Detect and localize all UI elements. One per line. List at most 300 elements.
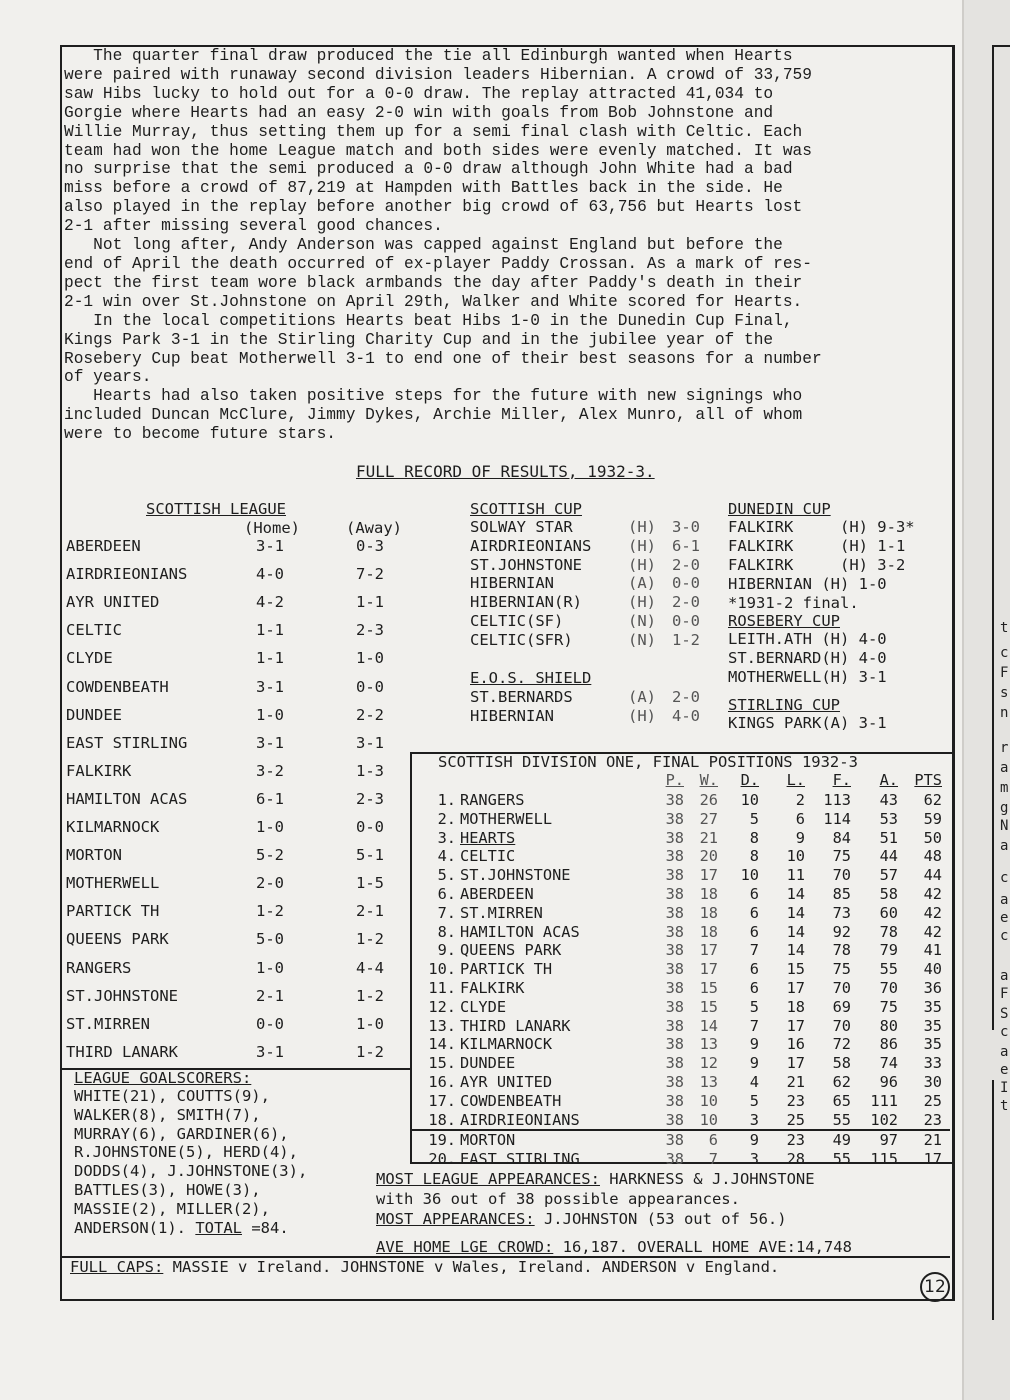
standings-d: 9 bbox=[749, 1035, 759, 1054]
standings-l: 23 bbox=[786, 1131, 805, 1150]
standings-p: 38 bbox=[665, 922, 684, 941]
league-team: QUEENS PARK bbox=[66, 930, 169, 949]
standings-l: 28 bbox=[786, 1150, 805, 1169]
standings-w: 6 bbox=[708, 1131, 718, 1150]
standings-team: CLYDE bbox=[460, 997, 507, 1016]
standings-team: QUEENS PARK bbox=[460, 941, 562, 960]
adjacent-page-letter: F bbox=[1000, 986, 1009, 1002]
scorers-total-value: =84. bbox=[242, 1218, 289, 1237]
col-header: W. bbox=[699, 771, 718, 789]
standings-pos: 1. bbox=[437, 791, 456, 809]
standings-row bbox=[420, 998, 950, 1017]
standings-pos: 14. bbox=[428, 1035, 456, 1054]
standings-pos: 15. bbox=[428, 1054, 456, 1073]
standings-f: 58 bbox=[832, 1054, 851, 1073]
standings-team: AYR UNITED bbox=[460, 1073, 553, 1091]
league-home-score: 5-0 bbox=[256, 930, 284, 949]
league-away-score: 5-1 bbox=[356, 846, 384, 865]
scottish_cup-team: HIBERNIAN bbox=[470, 574, 554, 593]
scottish_cup-team: SOLWAY STAR bbox=[470, 518, 573, 536]
standings-a: 44 bbox=[879, 847, 898, 866]
standings-w: 26 bbox=[699, 791, 718, 809]
league-team: AIRDRIEONIANS bbox=[66, 565, 188, 584]
standings-p: 38 bbox=[665, 1131, 684, 1150]
standings-team: EAST STIRLING bbox=[460, 1150, 580, 1169]
dunedin_cup-row: HIBERNIAN (H) 1-0 bbox=[728, 575, 887, 593]
scottish-cup-title: SCOTTISH CUP bbox=[470, 500, 582, 518]
standings-l: 2 bbox=[795, 791, 805, 809]
standings-title: SCOTTISH DIVISION ONE, FINAL POSITIONS 1932-3 bbox=[438, 753, 858, 771]
standings-pts: 35 bbox=[923, 1016, 942, 1035]
standings-p: 38 bbox=[665, 885, 684, 903]
standings-w: 17 bbox=[699, 866, 718, 885]
standings-team: ST.JOHNSTONE bbox=[460, 866, 571, 885]
standings-a: 60 bbox=[879, 903, 898, 922]
standings-l: 14 bbox=[786, 941, 805, 960]
narrative-line: 2-1 after missing several good chances. bbox=[64, 217, 443, 236]
scottish_cup-score: 2-0 bbox=[672, 593, 700, 612]
standings-p: 38 bbox=[665, 997, 684, 1016]
adjacent-page-letter: c bbox=[1000, 1024, 1009, 1040]
scottish_cup-score: 6-1 bbox=[672, 536, 700, 555]
adjacent-page-letter: g bbox=[1000, 800, 1009, 816]
rosebery-cup-title: ROSEBERY CUP bbox=[728, 612, 840, 630]
standings-p: 38 bbox=[665, 1016, 684, 1035]
most-league-appearances bbox=[376, 1170, 815, 1188]
league-away-score: 1-0 bbox=[356, 1014, 384, 1033]
league-team: KILMARNOCK bbox=[66, 818, 160, 836]
narrative-line: In the local competitions Hearts beat Hibs 1-0 in the Dunedin Cup Final, bbox=[64, 311, 793, 330]
league-row bbox=[66, 987, 396, 1009]
standings-p: 38 bbox=[665, 941, 684, 960]
rosebery_cup-row: ST.BERNARD(H) 4-0 bbox=[728, 649, 887, 667]
narrative-text bbox=[64, 47, 944, 444]
rosebery_cup-row: LEITH.ATH (H) 4-0 bbox=[728, 630, 887, 648]
standings-row bbox=[420, 791, 950, 810]
scorer-line bbox=[74, 1162, 307, 1180]
standings-d: 6 bbox=[749, 960, 759, 979]
dunedin_cup-row: FALKIRK (H) 9-3* bbox=[728, 518, 915, 536]
narrative-line: were to become future stars. bbox=[64, 425, 336, 444]
league-row bbox=[66, 621, 396, 643]
adjacent-page-letter: c bbox=[1000, 645, 1009, 661]
league-row bbox=[66, 790, 396, 812]
standings-p: 38 bbox=[665, 1091, 684, 1110]
narrative-line: also played in the replay before another big crowd of 63,756 but Hearts lost bbox=[64, 198, 803, 217]
standings-d: 8 bbox=[749, 828, 759, 847]
col-header: L. bbox=[786, 771, 805, 789]
adjacent-page-letter: e bbox=[1000, 910, 1009, 926]
league-row bbox=[66, 1015, 396, 1037]
narrative-line: Rosebery Cup beat Motherwell 3-1 to end one of their best seasons for a number bbox=[64, 349, 822, 368]
standings-pts: 42 bbox=[923, 903, 942, 922]
standings-d: 5 bbox=[749, 997, 759, 1016]
scorer-text: MURRAY(6), GARDINER(6), bbox=[74, 1124, 289, 1143]
standings-a: 102 bbox=[870, 1110, 898, 1129]
league-away-score: 1-0 bbox=[356, 649, 384, 668]
standings-a: 96 bbox=[879, 1073, 898, 1091]
league-away-score: 1-2 bbox=[356, 930, 384, 949]
narrative-line: Willie Murray, thus setting them up for a semi final clash with Celtic. Each bbox=[64, 122, 803, 141]
eos_shield-score: 4-0 bbox=[672, 706, 700, 725]
league-home-score: 1-2 bbox=[256, 902, 284, 921]
standings-row bbox=[420, 829, 950, 848]
standings-pos: 9. bbox=[437, 941, 456, 960]
standings-d: 3 bbox=[749, 1110, 759, 1129]
standings-l: 21 bbox=[786, 1073, 805, 1091]
standings-f: 70 bbox=[832, 866, 851, 885]
standings-pos: 19. bbox=[428, 1131, 456, 1150]
scottish_cup-venue: (H) bbox=[628, 518, 656, 536]
league-row bbox=[66, 930, 396, 952]
standings-f: 75 bbox=[832, 960, 851, 979]
col-header: P. bbox=[665, 771, 684, 789]
narrative-line: were paired with runaway second division leaders Hibernian. A crowd of 33,759 bbox=[64, 65, 812, 84]
league-home-score: 1-1 bbox=[256, 649, 284, 668]
dunedin_cup-row: FALKIRK (H) 3-2 bbox=[728, 556, 906, 574]
standings-a: 115 bbox=[870, 1150, 898, 1169]
standings-team: HEARTS bbox=[460, 828, 516, 847]
league-team: MORTON bbox=[66, 846, 122, 865]
standings-a: 58 bbox=[879, 885, 898, 903]
adjacent-page-letter: a bbox=[1000, 838, 1009, 854]
standings-pts: 41 bbox=[923, 941, 942, 960]
standings-row bbox=[420, 866, 950, 885]
standings-l: 23 bbox=[786, 1091, 805, 1110]
league-team: CELTIC bbox=[66, 621, 122, 640]
narrative-line: Gorgie where Hearts had an easy 2-0 win with goals from Bob Johnstone and bbox=[64, 103, 774, 122]
scottish_cup-score: 2-0 bbox=[672, 555, 700, 574]
rosebery_cup-row: MOTHERWELL(H) 3-1 bbox=[728, 668, 887, 686]
narrative-line: Kings Park 3-1 in the Stirling Charity Cup and in the jubilee year of the bbox=[64, 330, 774, 349]
standings-f: 69 bbox=[832, 997, 851, 1016]
league-row bbox=[66, 818, 396, 840]
adjacent-page-letter: F bbox=[1000, 665, 1009, 681]
league-away-score: 1-2 bbox=[356, 1042, 384, 1061]
crowd-value: 16,187. OVERALL HOME AVE:14,748 bbox=[553, 1238, 852, 1256]
standings-pos: 4. bbox=[437, 847, 456, 866]
scorers-vertical-rule bbox=[410, 1068, 412, 1160]
standings-pts: 40 bbox=[923, 960, 942, 979]
most-appearances-label: MOST APPEARANCES: bbox=[376, 1210, 535, 1228]
standings-row bbox=[420, 1035, 950, 1054]
eos_shield-venue: (H) bbox=[628, 706, 656, 725]
league-home-score: 2-1 bbox=[256, 986, 284, 1005]
league-away-score: 1-5 bbox=[356, 874, 384, 893]
league-away-score: 3-1 bbox=[356, 733, 384, 752]
dunedin_cup-row: FALKIRK (H) 1-1 bbox=[728, 537, 906, 555]
scottish_cup-venue: (H) bbox=[628, 536, 656, 555]
standings-f: 70 bbox=[832, 979, 851, 997]
standings-l: 11 bbox=[786, 866, 805, 885]
standings-w: 20 bbox=[699, 847, 718, 866]
standings-pts: 44 bbox=[923, 866, 942, 885]
adjacent-page-letter: a bbox=[1000, 968, 1009, 984]
standings-d: 6 bbox=[749, 979, 759, 997]
standings-row bbox=[420, 941, 950, 960]
standings-f: 85 bbox=[832, 885, 851, 903]
crowd-label: AVE HOME LGE CROWD: bbox=[376, 1238, 554, 1256]
dunedin_cup-row: *1931-2 final. bbox=[728, 594, 859, 612]
standings-team: DUNDEE bbox=[460, 1054, 516, 1073]
scorer-line bbox=[74, 1087, 270, 1105]
standings-row bbox=[420, 1111, 950, 1130]
standings-pts: 35 bbox=[923, 1035, 942, 1054]
standings-team: MORTON bbox=[460, 1131, 516, 1150]
standings-row bbox=[420, 885, 950, 904]
standings-p: 38 bbox=[665, 866, 684, 885]
standings-p: 38 bbox=[665, 903, 684, 922]
standings-w: 14 bbox=[699, 1016, 718, 1035]
standings-p: 38 bbox=[665, 1150, 684, 1169]
league-home-score: 1-0 bbox=[256, 705, 284, 724]
standings-pos: 18. bbox=[428, 1110, 456, 1129]
standings-pos: 17. bbox=[428, 1091, 456, 1110]
eos_shield-team: ST.BERNARDS bbox=[470, 688, 573, 706]
standings-p: 38 bbox=[665, 828, 684, 847]
standings-d: 6 bbox=[749, 903, 759, 922]
standings-row bbox=[420, 1017, 950, 1036]
scorer-text: ANDERSON(1). bbox=[74, 1218, 196, 1237]
standings-pos: 6. bbox=[437, 885, 456, 903]
standings-team: PARTICK TH bbox=[460, 960, 553, 979]
standings-team: THIRD LANARK bbox=[460, 1016, 571, 1035]
standings-f: 73 bbox=[832, 903, 851, 922]
col-header: A. bbox=[879, 771, 898, 789]
scorer-text: MASSIE(2), MILLER(2), bbox=[74, 1199, 270, 1218]
standings-row bbox=[420, 1150, 950, 1169]
league-home-score: 2-0 bbox=[256, 874, 284, 893]
standings-a: 70 bbox=[879, 979, 898, 997]
col-header: D. bbox=[740, 771, 759, 789]
standings-team: RANGERS bbox=[460, 791, 525, 809]
scorer-line bbox=[74, 1219, 289, 1237]
standings-p: 38 bbox=[665, 847, 684, 866]
standings-d: 10 bbox=[740, 866, 759, 885]
scorer-text: WHITE(21), COUTTS(9), bbox=[74, 1087, 270, 1105]
standings-pos: 8. bbox=[437, 922, 456, 941]
league-home-score: 6-1 bbox=[256, 789, 284, 808]
scottish_cup-team: AIRDRIEONIANS bbox=[470, 536, 592, 555]
col-header: PTS bbox=[914, 771, 942, 789]
adjacent-page-letter: N bbox=[1000, 818, 1009, 834]
league-team: DUNDEE bbox=[66, 705, 122, 724]
standings-f: 70 bbox=[832, 1016, 851, 1035]
standings-header bbox=[420, 771, 950, 790]
narrative-line: The quarter final draw produced the tie all Edinburgh wanted when Hearts bbox=[64, 47, 793, 65]
scottish_cup-score: 0-0 bbox=[672, 612, 700, 630]
standings-p: 38 bbox=[665, 1073, 684, 1091]
standings-d: 6 bbox=[749, 885, 759, 903]
standings-row bbox=[420, 1092, 950, 1111]
scottish_cup-venue: (N) bbox=[628, 630, 656, 649]
standings-pts: 48 bbox=[923, 847, 942, 866]
adjacent-page-rule bbox=[994, 45, 1010, 47]
standings-p: 38 bbox=[665, 960, 684, 979]
eos_shield-team: HIBERNIAN bbox=[470, 706, 554, 725]
league-home-score: 1-0 bbox=[256, 958, 284, 977]
adjacent-page-letter: t bbox=[1000, 620, 1009, 636]
standings-l: 25 bbox=[786, 1110, 805, 1129]
narrative-line: included Duncan McClure, Jimmy Dykes, Archie Miller, Alex Munro, all of whom bbox=[64, 406, 803, 425]
standings-w: 27 bbox=[699, 809, 718, 828]
adjacent-page-letter: r bbox=[1000, 740, 1009, 756]
standings-team: CELTIC bbox=[460, 847, 516, 866]
adjacent-page-letter: e bbox=[1000, 1062, 1009, 1078]
standings-pts: 42 bbox=[923, 922, 942, 941]
league-team: CLYDE bbox=[66, 649, 113, 668]
league-row bbox=[66, 593, 396, 615]
standings-f: 62 bbox=[832, 1073, 851, 1091]
standings-w: 21 bbox=[699, 828, 718, 847]
league-row bbox=[66, 706, 396, 728]
adjacent-page-letter: a bbox=[1000, 760, 1009, 776]
standings-a: 74 bbox=[879, 1054, 898, 1073]
standings-a: 53 bbox=[879, 809, 898, 828]
standings-row bbox=[420, 1054, 950, 1073]
standings-w: 12 bbox=[699, 1054, 718, 1073]
adjacent-page-rule bbox=[992, 45, 994, 1030]
standings-a: 55 bbox=[879, 960, 898, 979]
standings-pos: 10. bbox=[428, 960, 456, 979]
standings-l: 10 bbox=[786, 847, 805, 866]
standings-f: 78 bbox=[832, 941, 851, 960]
standings-w: 18 bbox=[699, 922, 718, 941]
standings-d: 9 bbox=[749, 1131, 759, 1150]
adjacent-page-letter: a bbox=[1000, 892, 1009, 908]
standings-d: 10 bbox=[740, 791, 759, 809]
eos_shield-venue: (A) bbox=[628, 688, 656, 706]
standings-a: 97 bbox=[879, 1131, 898, 1150]
narrative-line: pect the first team wore black armbands the day after Paddy's death in their bbox=[64, 273, 803, 292]
scorers-title: LEAGUE GOALSCORERS: bbox=[74, 1069, 252, 1087]
standings-pos: 12. bbox=[428, 997, 456, 1016]
league-row bbox=[66, 734, 396, 756]
standings-d: 8 bbox=[749, 847, 759, 866]
standings-w: 18 bbox=[699, 903, 718, 922]
standings-pts: 17 bbox=[923, 1150, 942, 1169]
standings-d: 5 bbox=[749, 809, 759, 828]
adjacent-page-letter: m bbox=[1000, 780, 1009, 796]
most-league-value: HARKNESS & J.JOHNSTONE bbox=[599, 1170, 815, 1188]
standings-w: 7 bbox=[708, 1150, 718, 1169]
standings-p: 38 bbox=[665, 809, 684, 828]
standings-l: 17 bbox=[786, 1054, 805, 1073]
narrative-line: end of April the death occurred of ex-player Paddy Crossan. As a mark of res- bbox=[64, 254, 812, 273]
adjacent-page-letter: I bbox=[1000, 1080, 1009, 1096]
standings-d: 6 bbox=[749, 922, 759, 941]
standings-a: 43 bbox=[879, 791, 898, 809]
league-team: PARTICK TH bbox=[66, 902, 160, 921]
league-home-score: 1-1 bbox=[256, 621, 284, 640]
standings-pos: 7. bbox=[437, 903, 456, 922]
scottish_cup-team: CELTIC(SF) bbox=[470, 612, 564, 630]
scorer-text: R.JOHNSTONE(5), HERD(4), bbox=[74, 1143, 298, 1162]
standings-f: 72 bbox=[832, 1035, 851, 1054]
standings-pos: 13. bbox=[428, 1016, 456, 1035]
standings-l: 18 bbox=[786, 997, 805, 1016]
standings-pts: 36 bbox=[923, 979, 942, 997]
most-appearances-value: J.JOHNSTON (53 out of 56.) bbox=[534, 1210, 787, 1228]
standings-w: 10 bbox=[699, 1091, 718, 1110]
league-home-score: 3-2 bbox=[256, 761, 284, 780]
narrative-line: of years. bbox=[64, 368, 152, 387]
standings-team: FALKIRK bbox=[460, 979, 525, 997]
narrative-line: miss before a crowd of 87,219 at Hampden with Battles back in the side. He bbox=[64, 179, 783, 198]
standings-l: 14 bbox=[786, 922, 805, 941]
narrative-line: 2-1 win over St.Johnstone on April 29th, Walker and White scored for Hearts. bbox=[64, 292, 803, 311]
standings-l: 9 bbox=[795, 828, 805, 847]
standings-d: 5 bbox=[749, 1091, 759, 1110]
standings-p: 38 bbox=[665, 1110, 684, 1129]
league-row bbox=[66, 874, 396, 896]
standings-w: 17 bbox=[699, 960, 718, 979]
narrative-line: Not long after, Andy Anderson was capped against England but before the bbox=[64, 236, 783, 255]
standings-f: 65 bbox=[832, 1091, 851, 1110]
page-number: 12 bbox=[920, 1272, 950, 1302]
league-row bbox=[66, 902, 396, 924]
league-away-score: 0-3 bbox=[356, 537, 384, 555]
league-team: ST.MIRREN bbox=[66, 1014, 150, 1033]
adjacent-page-letter: c bbox=[1000, 928, 1009, 944]
scorer-text: WALKER(8), SMITH(7), bbox=[74, 1105, 261, 1124]
home-header: (Home) bbox=[244, 519, 300, 537]
stirling-cup-title: STIRLING CUP bbox=[728, 696, 840, 714]
standings-pts: 62 bbox=[923, 791, 942, 809]
league-row bbox=[66, 846, 396, 868]
league-home-score: 5-2 bbox=[256, 846, 284, 865]
league-team: EAST STIRLING bbox=[66, 733, 188, 752]
standings-pts: 25 bbox=[923, 1091, 942, 1110]
full-caps bbox=[70, 1258, 779, 1276]
standings-l: 15 bbox=[786, 960, 805, 979]
league-team: MOTHERWELL bbox=[66, 874, 160, 893]
standings-pos: 16. bbox=[428, 1073, 456, 1091]
league-away-score: 0-0 bbox=[356, 677, 384, 696]
caps-label: FULL CAPS: bbox=[70, 1258, 164, 1276]
standings-d: 7 bbox=[749, 1016, 759, 1035]
standings-f: 114 bbox=[823, 809, 851, 828]
standings-team: HAMILTON ACAS bbox=[460, 922, 580, 941]
standings-d: 9 bbox=[749, 1054, 759, 1073]
league-team: FALKIRK bbox=[66, 761, 132, 780]
standings-row bbox=[420, 979, 950, 998]
col-header: F. bbox=[832, 771, 851, 789]
standings-a: 86 bbox=[879, 1035, 898, 1054]
average-crowd bbox=[376, 1238, 852, 1256]
standings-row bbox=[420, 960, 950, 979]
standings-f: 55 bbox=[832, 1110, 851, 1129]
scottish_cup-score: 1-2 bbox=[672, 630, 700, 649]
standings-d: 4 bbox=[749, 1073, 759, 1091]
standings-d: 7 bbox=[749, 941, 759, 960]
league-home-score: 0-0 bbox=[256, 1014, 284, 1033]
standings-a: 78 bbox=[879, 922, 898, 941]
standings-a: 57 bbox=[879, 866, 898, 885]
stirling_cup-row: KINGS PARK(A) 3-1 bbox=[728, 714, 887, 732]
league-home-score: 3-1 bbox=[256, 537, 284, 555]
standings-d: 3 bbox=[749, 1150, 759, 1169]
scottish_cup-team: CELTIC(SFR) bbox=[470, 630, 573, 649]
scorer-line bbox=[74, 1181, 261, 1199]
standings-pos: 3. bbox=[437, 828, 456, 847]
standings-a: 80 bbox=[879, 1016, 898, 1035]
adjacent-page-letter: t bbox=[1000, 1098, 1009, 1114]
league-away-score: 2-1 bbox=[356, 902, 384, 921]
league-away-score: 7-2 bbox=[356, 565, 384, 584]
standings-pos: 11. bbox=[428, 979, 456, 997]
league-home-score: 4-0 bbox=[256, 565, 284, 584]
